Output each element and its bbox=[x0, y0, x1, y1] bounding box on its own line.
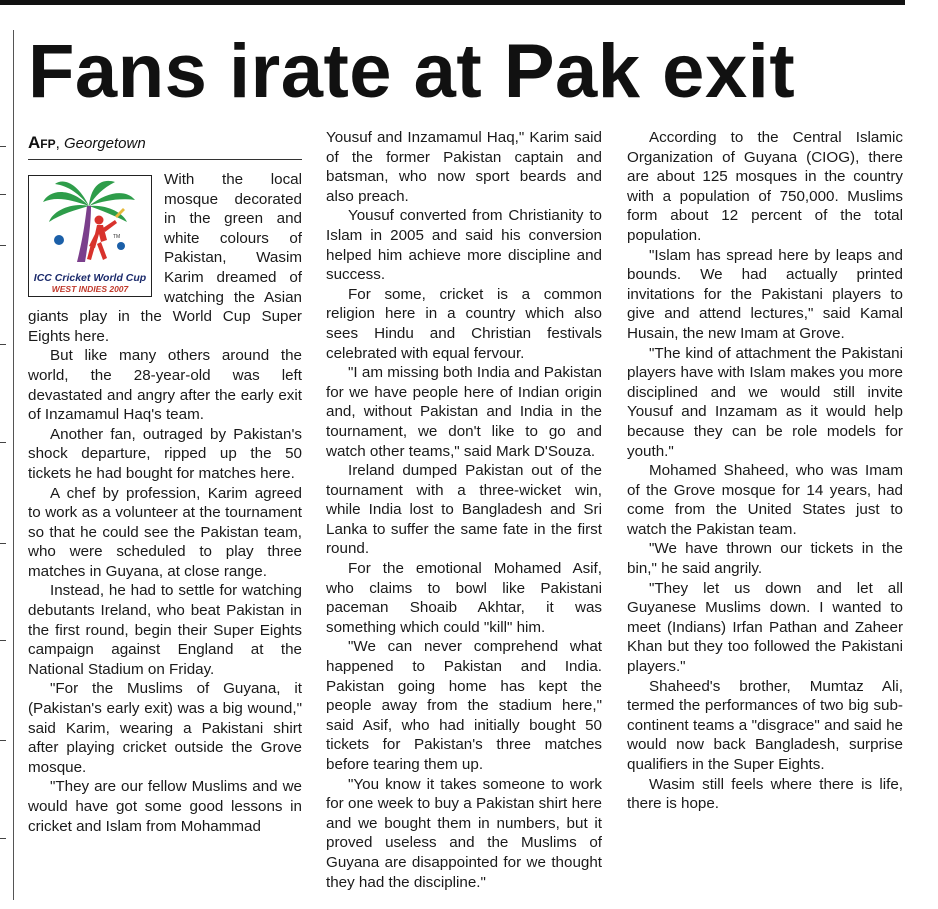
paragraph: Yousuf and Inzamamul Haq," Karim said of the former Pakistan captain and batsman, who now sport beards and also preach. bbox=[326, 129, 602, 205]
paragraph: Yousuf converted from Christianity to Islam in 2005 and said his conversion helped him achieve more discipline and success. bbox=[326, 207, 602, 284]
paragraph: For the emotional Mohamed Asif, who claims to bowl like Pakistani paceman Shoaib Akhtar, it was something which could "kill" him. bbox=[326, 560, 602, 636]
paragraph: But like many others around the world, the 28-year-old was left devastated and angry after the early exit of Inzamamul Haq's team. bbox=[28, 347, 302, 424]
paragraph: "We have thrown our tickets in the bin," he said angrily. bbox=[627, 540, 903, 578]
article-column-3 bbox=[627, 128, 903, 814]
paragraph: "We can never comprehend what happened to Pakistan and India. Pakistan going home has kept the people away from the stadium here," said Asif, who had initially bought 50 tickets for Pakistan's three matches before tearing them up. bbox=[326, 638, 602, 773]
byline: Afp, Georgetown bbox=[28, 133, 302, 160]
left-column-rule bbox=[13, 30, 14, 900]
logo-subtitle: WEST INDIES 2007 bbox=[51, 284, 129, 294]
paragraph: Shaheed's brother, Mumtaz Ali, termed the performances of two big sub-continent teams a "disgrace" and said he would now back Bangladesh, surprise qualifiers in the Super Eights. bbox=[627, 677, 903, 773]
paragraph: Instead, he had to settle for watching debutants Ireland, who beat Pakistan in the first round, begin their Super Eights campaign against England at the National Stadium on Friday. bbox=[28, 582, 302, 678]
paragraph: Another fan, outraged by Pakistan's shock departure, ripped up the 50 tickets he had bought for matches here. bbox=[28, 425, 302, 482]
byline-place: Georgetown bbox=[63, 135, 146, 152]
paragraph: "They are our fellow Muslims and we would have got some good lessons in cricket and Islam from Mohammad bbox=[28, 778, 302, 835]
paragraph: "You know it takes someone to work for one week to buy a Pakistan shirt here and we bought them in numbers, but it proved useless and the Muslims of Guyana are disappointed for we thought they had the discipline." bbox=[326, 775, 602, 891]
world-cup-logo: TM ICC Cricket World Cup WEST INDIES 2007 bbox=[28, 175, 152, 297]
paragraph: "They let us down and let all Guyanese Muslims down. I wanted to meet (Indians) Irfan Pathan and Zaheer Khan but they too followed the Pakistani players." bbox=[627, 579, 903, 676]
paragraph: Ireland dumped Pakistan out of the tournament with a three-wicket win, while India lost to Bangladesh and Sri Lanka to suffer the same fate in the first round. bbox=[326, 462, 602, 558]
paragraph: Wasim still feels where there is life, there is hope. bbox=[627, 775, 903, 813]
palm-tree-cricketer-icon bbox=[29, 176, 151, 272]
headline: Fans irate at Pak exit bbox=[28, 29, 796, 114]
paragraph: According to the Central Islamic Organization of Guyana (CIOG), there are about 125 mosques in the country with a population of 750,000. Muslims form about 12 percent of the total population. bbox=[627, 129, 903, 244]
paragraph: Mohamed Shaheed, who was Imam of the Grove mosque for 14 years, had come from the United States just to watch the Pakistan team. bbox=[627, 462, 903, 538]
paragraph: A chef by profession, Karim agreed to work as a volunteer at the tournament so that he could see the Pakistan team, who were scheduled to play three matches in Guyana, at close range. bbox=[28, 484, 302, 580]
paragraph: "I am missing both India and Pakistan for we have people here of Indian origin and, without Pakistan and India in the tournament, we don't like to go and watch other teams," said Mark D'Souza. bbox=[326, 364, 602, 460]
paragraph: "The kind of attachment the Pakistani players have with Islam makes you more disciplined and we would still invite Yousuf and Inzamam as it would help because they can be role models for youth." bbox=[627, 344, 903, 460]
paragraph: For some, cricket is a common religion here in a country which also sees Hindu and Christian festivals celebrated with equal fervour. bbox=[326, 285, 602, 362]
article-column-2 bbox=[326, 128, 602, 892]
margin-ticks bbox=[0, 30, 8, 900]
byline-agency: Afp bbox=[28, 133, 56, 152]
paragraph: "Islam has spread here by leaps and bounds. We had actually printed invitations for the Pakistani players to give and attend lectures," said Kamal Husain, the new Imam at Grove. bbox=[627, 246, 903, 342]
article-column-1 bbox=[28, 170, 302, 836]
logo-title: ICC Cricket World Cup bbox=[33, 272, 147, 284]
top-rule bbox=[0, 0, 905, 5]
paragraph: With the local mosque decorated in the green and white colours of Pakistan, Wasim Karim dreamed of watching the Asian giants play in the World Cup Super Eights here. bbox=[28, 171, 302, 345]
paragraph: "For the Muslims of Guyana, it (Pakistan's early exit) was a big wound," said Karim, wearing a Pakistani shirt after playing cricket outside the Grove mosque. bbox=[28, 680, 302, 776]
